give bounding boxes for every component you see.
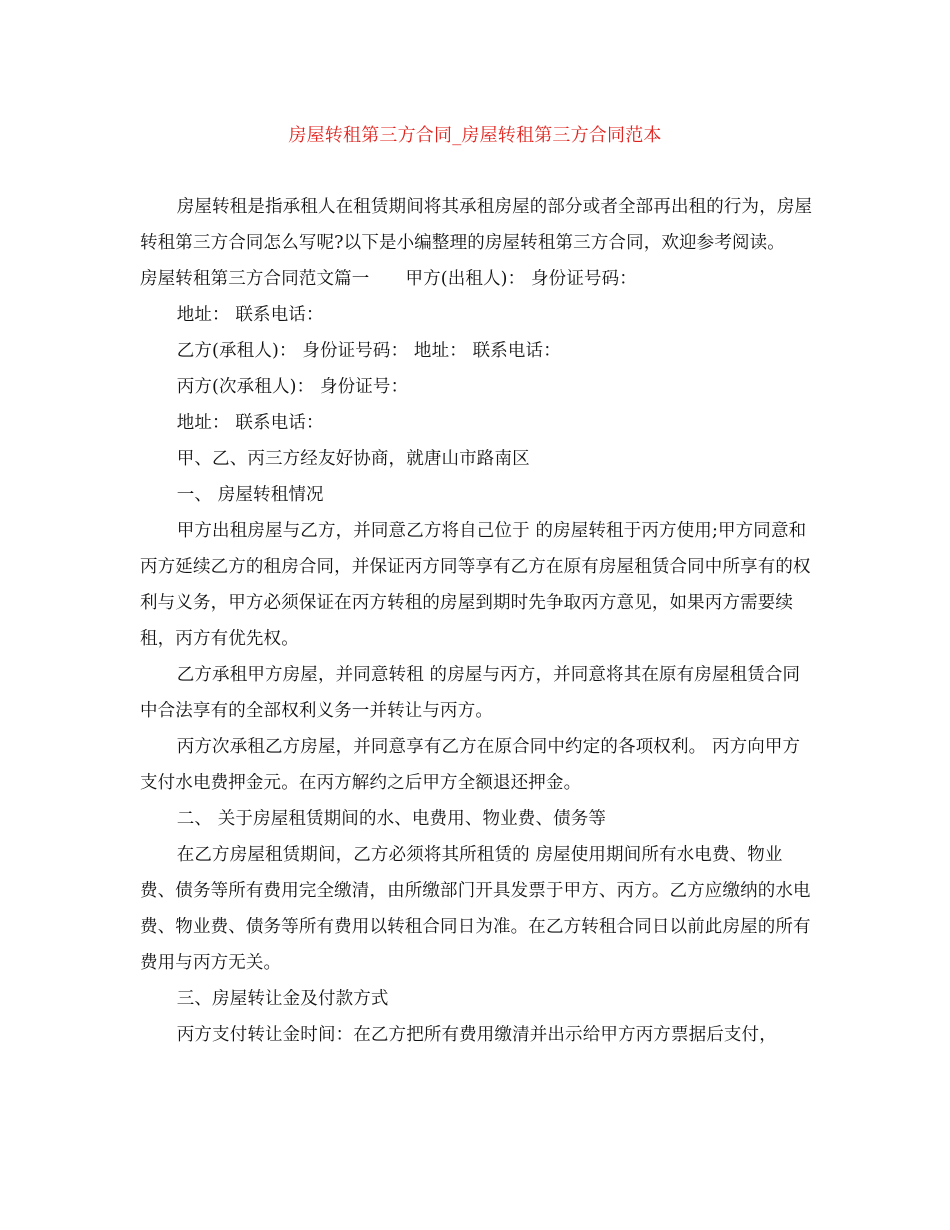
- party-a-contact: 地址： 联系电话：: [176, 305, 324, 325]
- intro-paragraph: 房屋转租是指承租人在租赁期间将其承租房屋的部分或者全部再出租的行为，房屋转租第三方合同怎么写呢?以下是小编整理的房屋转租第三方合同，欢迎参考阅读。: [140, 197, 813, 253]
- document-title: 房屋转租第三方合同_房屋转租第三方合同范本: [288, 125, 662, 146]
- party-b-line: 乙方(承租人)： 身份证号码： 地址： 联系电话：: [176, 341, 561, 361]
- section-1-paragraph-1: 甲方出租房屋与乙方，并同意乙方将自己位于 的房屋转租于丙方使用;甲方同意和丙方延续乙方的租房合同，并保证丙方同等享有乙方在原有房屋租赁合同中所享有的权利与义务，甲方必须保证在丙方转租的房屋到期时先争取丙方意见，如果丙方需要续租，丙方有优先权。: [140, 521, 811, 649]
- section-2-paragraph-1: 在乙方房屋租赁期间，乙方必须将其所租赁的 房屋使用期间所有水电费、物业费、债务等所有费用完全缴清，由所缴部门开具发票于甲方、丙方。乙方应缴纳的水电费、物业费、债务等所有费用以转租合同日为准。在乙方转租合同日以前此房屋的所有费用与丙方无关。: [140, 845, 811, 973]
- section-3-paragraph-1: 丙方支付转让金时间：在乙方把所有费用缴清并出示给甲方丙方票据后支付，: [176, 1025, 777, 1045]
- document-body: [140, 189, 816, 1053]
- section-1-paragraph-3: 丙方次承租乙方房屋，并同意享有乙方在原合同中约定的各项权利。 丙方向甲方支付水电费押金元。在丙方解约之后甲方全额退还押金。: [140, 737, 801, 793]
- section-2-heading: 二、 关于房屋租赁期间的水、电费用、物业费、债务等: [176, 809, 607, 829]
- section-1-paragraph-2: 乙方承租甲方房屋，并同意转租 的房屋与丙方，并同意将其在原有房屋租赁合同中合法享有的全部权利义务一并转让与丙方。: [140, 665, 801, 721]
- section-3-heading: 三、房屋转让金及付款方式: [176, 989, 389, 1009]
- section-1-heading: 一、 房屋转租情况: [176, 485, 324, 505]
- agreement-intro: 甲、乙、丙三方经友好协商，就唐山市路南区: [176, 449, 530, 469]
- party-c-contact: 地址： 联系电话：: [176, 413, 324, 433]
- party-c-line: 丙方(次承租人)： 身份证号：: [176, 377, 409, 397]
- sample-heading: 房屋转租第三方合同范文篇一: [140, 269, 370, 289]
- party-a-line: 甲方(出租人)： 身份证号码：: [405, 269, 637, 289]
- sample-heading-line: [140, 261, 816, 297]
